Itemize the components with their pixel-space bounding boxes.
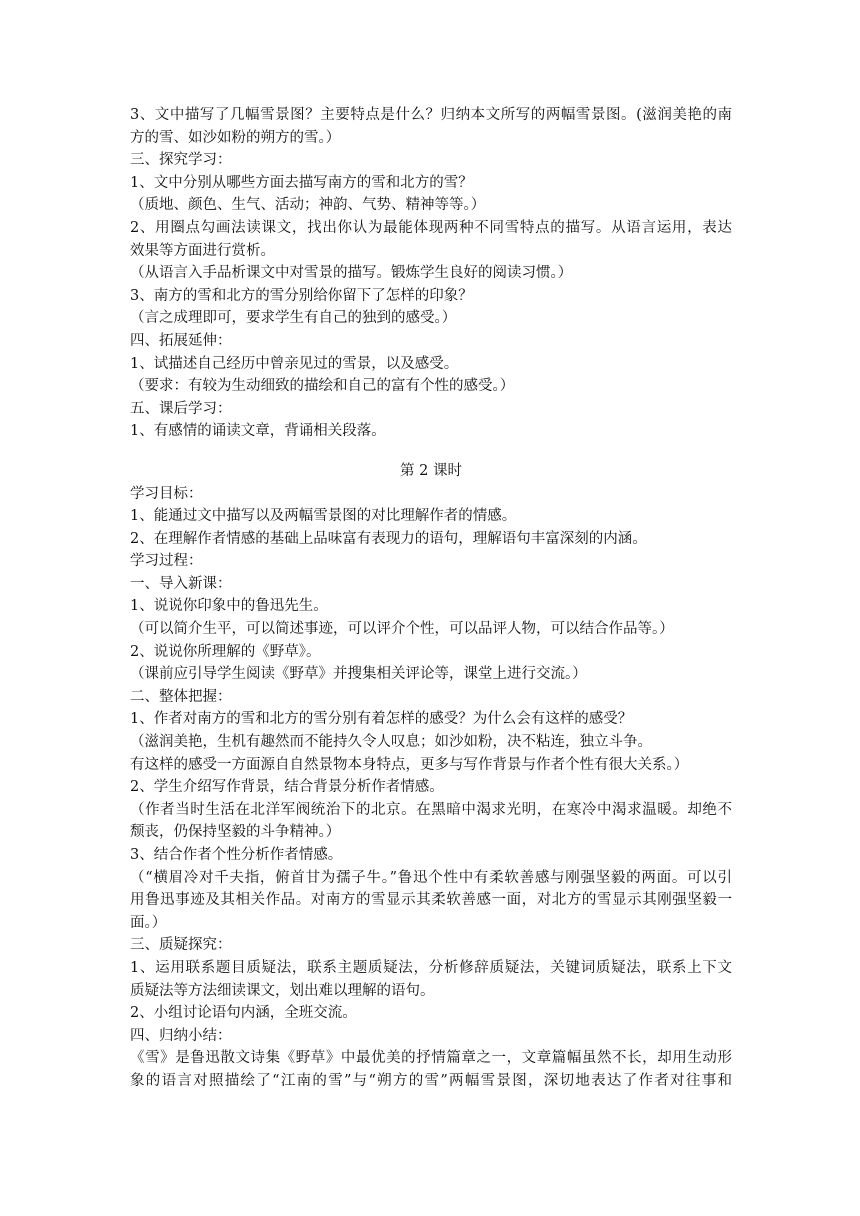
text-line: 1、能通过文中描写以及两幅雪景图的对比理解作者的情感。 [130,508,517,525]
text-line: （可以简介生平，可以简述事迹，可以评介个性，可以品评人物，可以结合作品等。） [130,621,674,638]
text-line: 面。） [130,914,167,931]
text-line: 质疑法等方法细读课文，划出难以理解的语句。 [130,982,435,999]
text-line: 象的语言对照描绘了“江南的雪”与“朔方的雪”两幅雪景图，深切地表达了作者对往事和 [130,1072,732,1089]
text-line: 《雪》是鲁迅散文诗集《野草》中最优美的抒情篇章之一，文章篇幅虽然不长，却用生动形 [130,1050,732,1067]
text-line: 1、有感情的诵读文章，背诵相关段落。 [130,423,386,440]
text-line: 2、小组讨论语句内涵，全班交流。 [130,1005,357,1022]
text-line: 1、文中分别从哪些方面去描写南方的雪和北方的雪？ [130,174,473,191]
section-gap [130,443,732,460]
text-line: 四、拓展延伸： [130,332,232,349]
text-line: （滋润美艳，生机有趣然而不能持久令人叹息；如沙如粉，决不粘连，独立斗争。 [130,734,652,751]
text-line: 三、质疑探究： [130,937,232,954]
text-line: 3、结合作者个性分析作者情感。 [130,847,343,863]
text-line: 四、归纳小结： [130,1027,232,1044]
text-line: （作者当时生活在北洋军阀统治下的北京。在黑暗中渴求光明，在寒冷中渴求温暖。却绝不 [130,801,732,818]
text-line: 3、南方的雪和北方的雪分别给你留下了怎样的印象？ [130,287,473,304]
text-line: 2、用圈点勾画法读课文，找出你认为最能体现两种不同雪特点的描写。从语言运用，表达 [130,219,732,236]
text-line: （从语言入手品析课文中对雪景的描写。锻炼学生良好的阅读习惯。） [130,265,573,282]
text-line: 3、文中描写了几幅雪景图？主要特点是什么？归纳本文所写的两幅雪景图。(滋润美艳的南 [130,107,732,123]
text-line: 学习过程： [130,553,203,570]
text-line: 1、说说你印象中的鲁迅先生。 [130,598,328,615]
text-line: 一、导入新课： [130,575,232,592]
text-line: 颓丧，仍保持坚毅的斗争精神。） [130,824,341,841]
section-title: 第 2 课时 [400,462,462,479]
document-page [130,104,732,1093]
text-line: 1、试描述自己经历中曾亲见过的雪景，以及感受。 [130,355,459,372]
text-line: （言之成理即可，要求学生有自己的独到的感受。） [130,310,457,327]
text-line: 三、探究学习： [130,152,232,169]
lesson-part-2 [130,483,732,1093]
lesson-part-1 [130,104,732,443]
text-line: 1、运用联系题目质疑法，联系主题质疑法，分析修辞质疑法，关键词质疑法，联系上下文 [130,959,732,976]
text-line: （“横眉冷对千夫指，俯首甘为孺子牛。”鲁迅个性中有柔软善感与刚强坚毅的两面。可以引 [130,869,732,886]
text-line: 效果等方面进行赏析。 [130,242,275,259]
text-line: 1、作者对南方的雪和北方的雪分别有着怎样的感受？为什么会有这样的感受？ [130,711,633,728]
text-line: 五、课后学习： [130,400,232,417]
text-line: 有这样的感受一方面源自自然景物本身特点，更多与写作背景与作者个性有很大关系。） [130,756,689,773]
text-line: 2、在理解作者情感的基础上品味富有表现力的语句，理解语句丰富深刻的内涵。 [130,530,647,547]
text-line: （课前应引导学生阅读《野草》并搜集相关评论等，课堂上进行交流。） [130,666,587,683]
text-line: 方的雪、如沙如粉的朔方的雪。） [130,129,341,146]
text-line: （质地、颜色、生气、活动；神韵、气势、精神等等。） [130,197,486,214]
text-line: 2、说说你所理解的《野草》。 [130,643,321,660]
text-line: （要求：有较为生动细致的描绘和自己的富有个性的感受。） [130,378,515,395]
text-line: 2、学生介绍写作背景，结合背景分析作者情感。 [130,779,444,796]
text-line: 二、整体把握： [130,688,232,705]
text-line: 用鲁迅事迹及其相关作品。对南方的雪显示其柔软善感一面，对北方的雪显示其刚强坚毅一 [130,892,732,909]
text-line: 学习目标： [130,485,203,502]
